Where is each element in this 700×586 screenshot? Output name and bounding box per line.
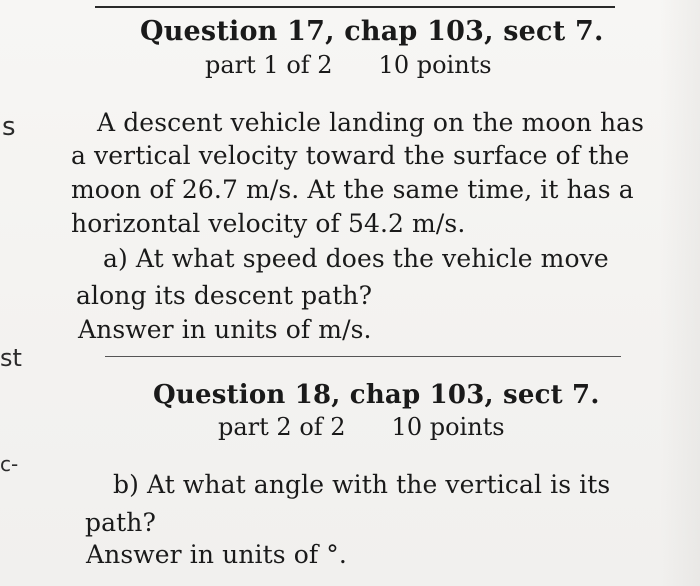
page-shadow: [660, 0, 700, 586]
question-17-line-2: a vertical velocity toward the surface of the: [71, 141, 630, 170]
question-17-points: 10 points: [378, 51, 492, 79]
question-17-part-a-prompt: a) At what speed does the vehicle move: [103, 244, 609, 273]
question-18-title: Question 18, chap 103, sect 7.: [153, 380, 600, 410]
top-divider: [95, 6, 615, 8]
question-17-answer-units: Answer in units of m/s.: [78, 315, 372, 344]
question-18-part: part 2 of 2: [218, 413, 346, 441]
question-17-line-3: moon of 26.7 m/s. At the same time, it has a: [71, 175, 634, 204]
middle-divider: [105, 356, 621, 357]
question-17-subtitle: [205, 51, 492, 79]
question-18-answer-units: Answer in units of °.: [86, 540, 347, 569]
question-18-part-b-prompt: b) At what angle with the vertical is its: [113, 470, 611, 499]
question-18-subtitle: [218, 413, 505, 441]
question-17-title: Question 17, chap 103, sect 7.: [140, 16, 604, 47]
question-18-line-2: path?: [85, 508, 156, 537]
question-17-part: part 1 of 2: [205, 51, 333, 79]
margin-fragment-1: s: [2, 112, 16, 142]
margin-fragment-3: c-: [0, 452, 19, 476]
question-18-points: 10 points: [391, 413, 505, 441]
margin-fragment-2: st: [0, 344, 22, 372]
question-17-line-1: A descent vehicle landing on the moon has: [97, 108, 645, 137]
question-17-line-6: along its descent path?: [76, 281, 373, 310]
question-17-line-4: horizontal velocity of 54.2 m/s.: [71, 209, 466, 238]
